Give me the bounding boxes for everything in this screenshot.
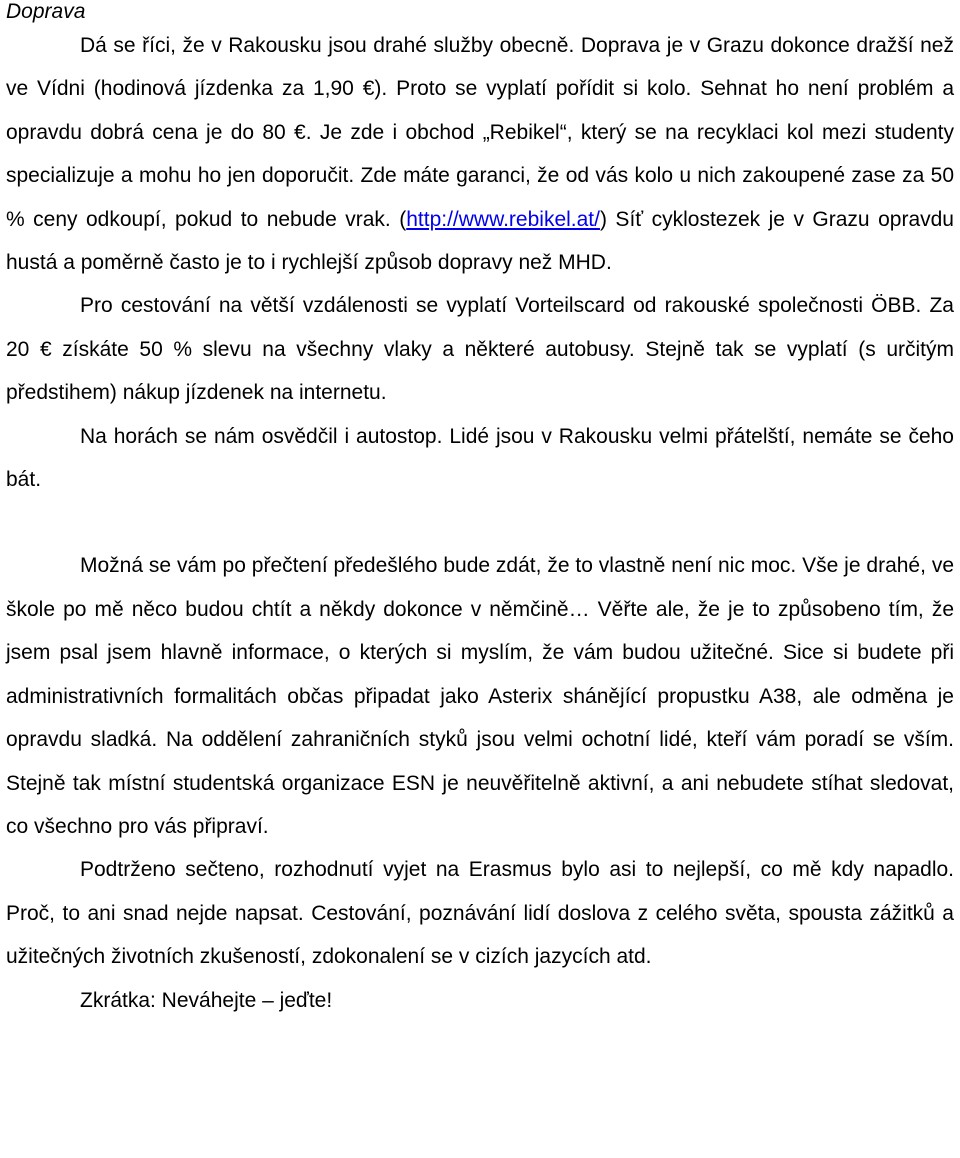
paragraph-text: Dá se říci, že v Rakousku jsou drahé služby obecně. Doprava je v Grazu dokonce dražší než ve Vídni (hodinová jízdenka za 1,90 €). Proto se vyplatí pořídit si kolo. Sehnat ho není problém a opravdu dobrá cena je do 80 €. Je zde i obchod „Rebikel“, který se na recyklaci kol mezi studenty specializuje a mohu ho jen doporučit. Zde máte garanci, že od vás kolo u nich zakoupené zase za 50 % ceny odkoupí, pokud to nebude vrak. (	[6, 34, 954, 231]
paragraph-final: Zkrátka: Neváhejte – jeďte!	[80, 988, 333, 1012]
section-heading: Doprava	[6, 0, 86, 23]
paragraph-conclusion: Podtrženo sečteno, rozhodnutí vyjet na Erasmus bylo asi to nejlepší, co mě kdy napadlo. Proč, to ani snad nejde napsat. Cestování, poznávání lidí doslova z celého světa, spousta zážitků a užitečných životních zkušeností, zdokonalení se v cizích jazycích atd.	[6, 858, 954, 969]
paragraph-train: Pro cestování na větší vzdálenosti se vyplatí Vorteilscard od rakouské společnosti ÖBB. Za 20 € získáte 50 % slevu na všechny vlaky a některé autobusy. Stejně tak se vyplatí (s určitým předstihem) nákup jízdenek na internetu.	[6, 294, 954, 405]
paragraph-summary: Možná se vám po přečtení předešlého bude zdát, že to vlastně není nic moc. Vše je drahé, ve škole po mě něco budou chtít a někdy dokonce v němčině… Věřte ale, že je to způsobeno tím, že jsem psal jsem hlavně informace, o kterých si myslím, že vám budou užitečné. Sice si budete při administrativních formalitách občas připadat jako Asterix shánějící propustku A38, ale odměna je opravdu sladká. Na oddělení zahraničních styků jsou velmi ochotní lidé, kteří vám poradí se vším. Stejně tak místní studentská organizace ESN je neuvěřitelně aktivní, a ani nebudete stíhat sledovat, co všechno pro vás připraví.	[6, 554, 954, 838]
paragraph-text: ) Síť cyklostezek je v Grazu opravdu hustá a poměrně často je to i rychlejší způsob dopravy než MHD.	[6, 207, 954, 275]
rebikel-link[interactable]: http://www.rebikel.at/	[406, 207, 600, 231]
paragraph-hitchhiking: Na horách se nám osvědčil i autostop. Lidé jsou v Rakousku velmi přátelští, nemáte se čeho bát.	[6, 424, 954, 492]
paragraph-transport-bike	[6, 24, 954, 284]
